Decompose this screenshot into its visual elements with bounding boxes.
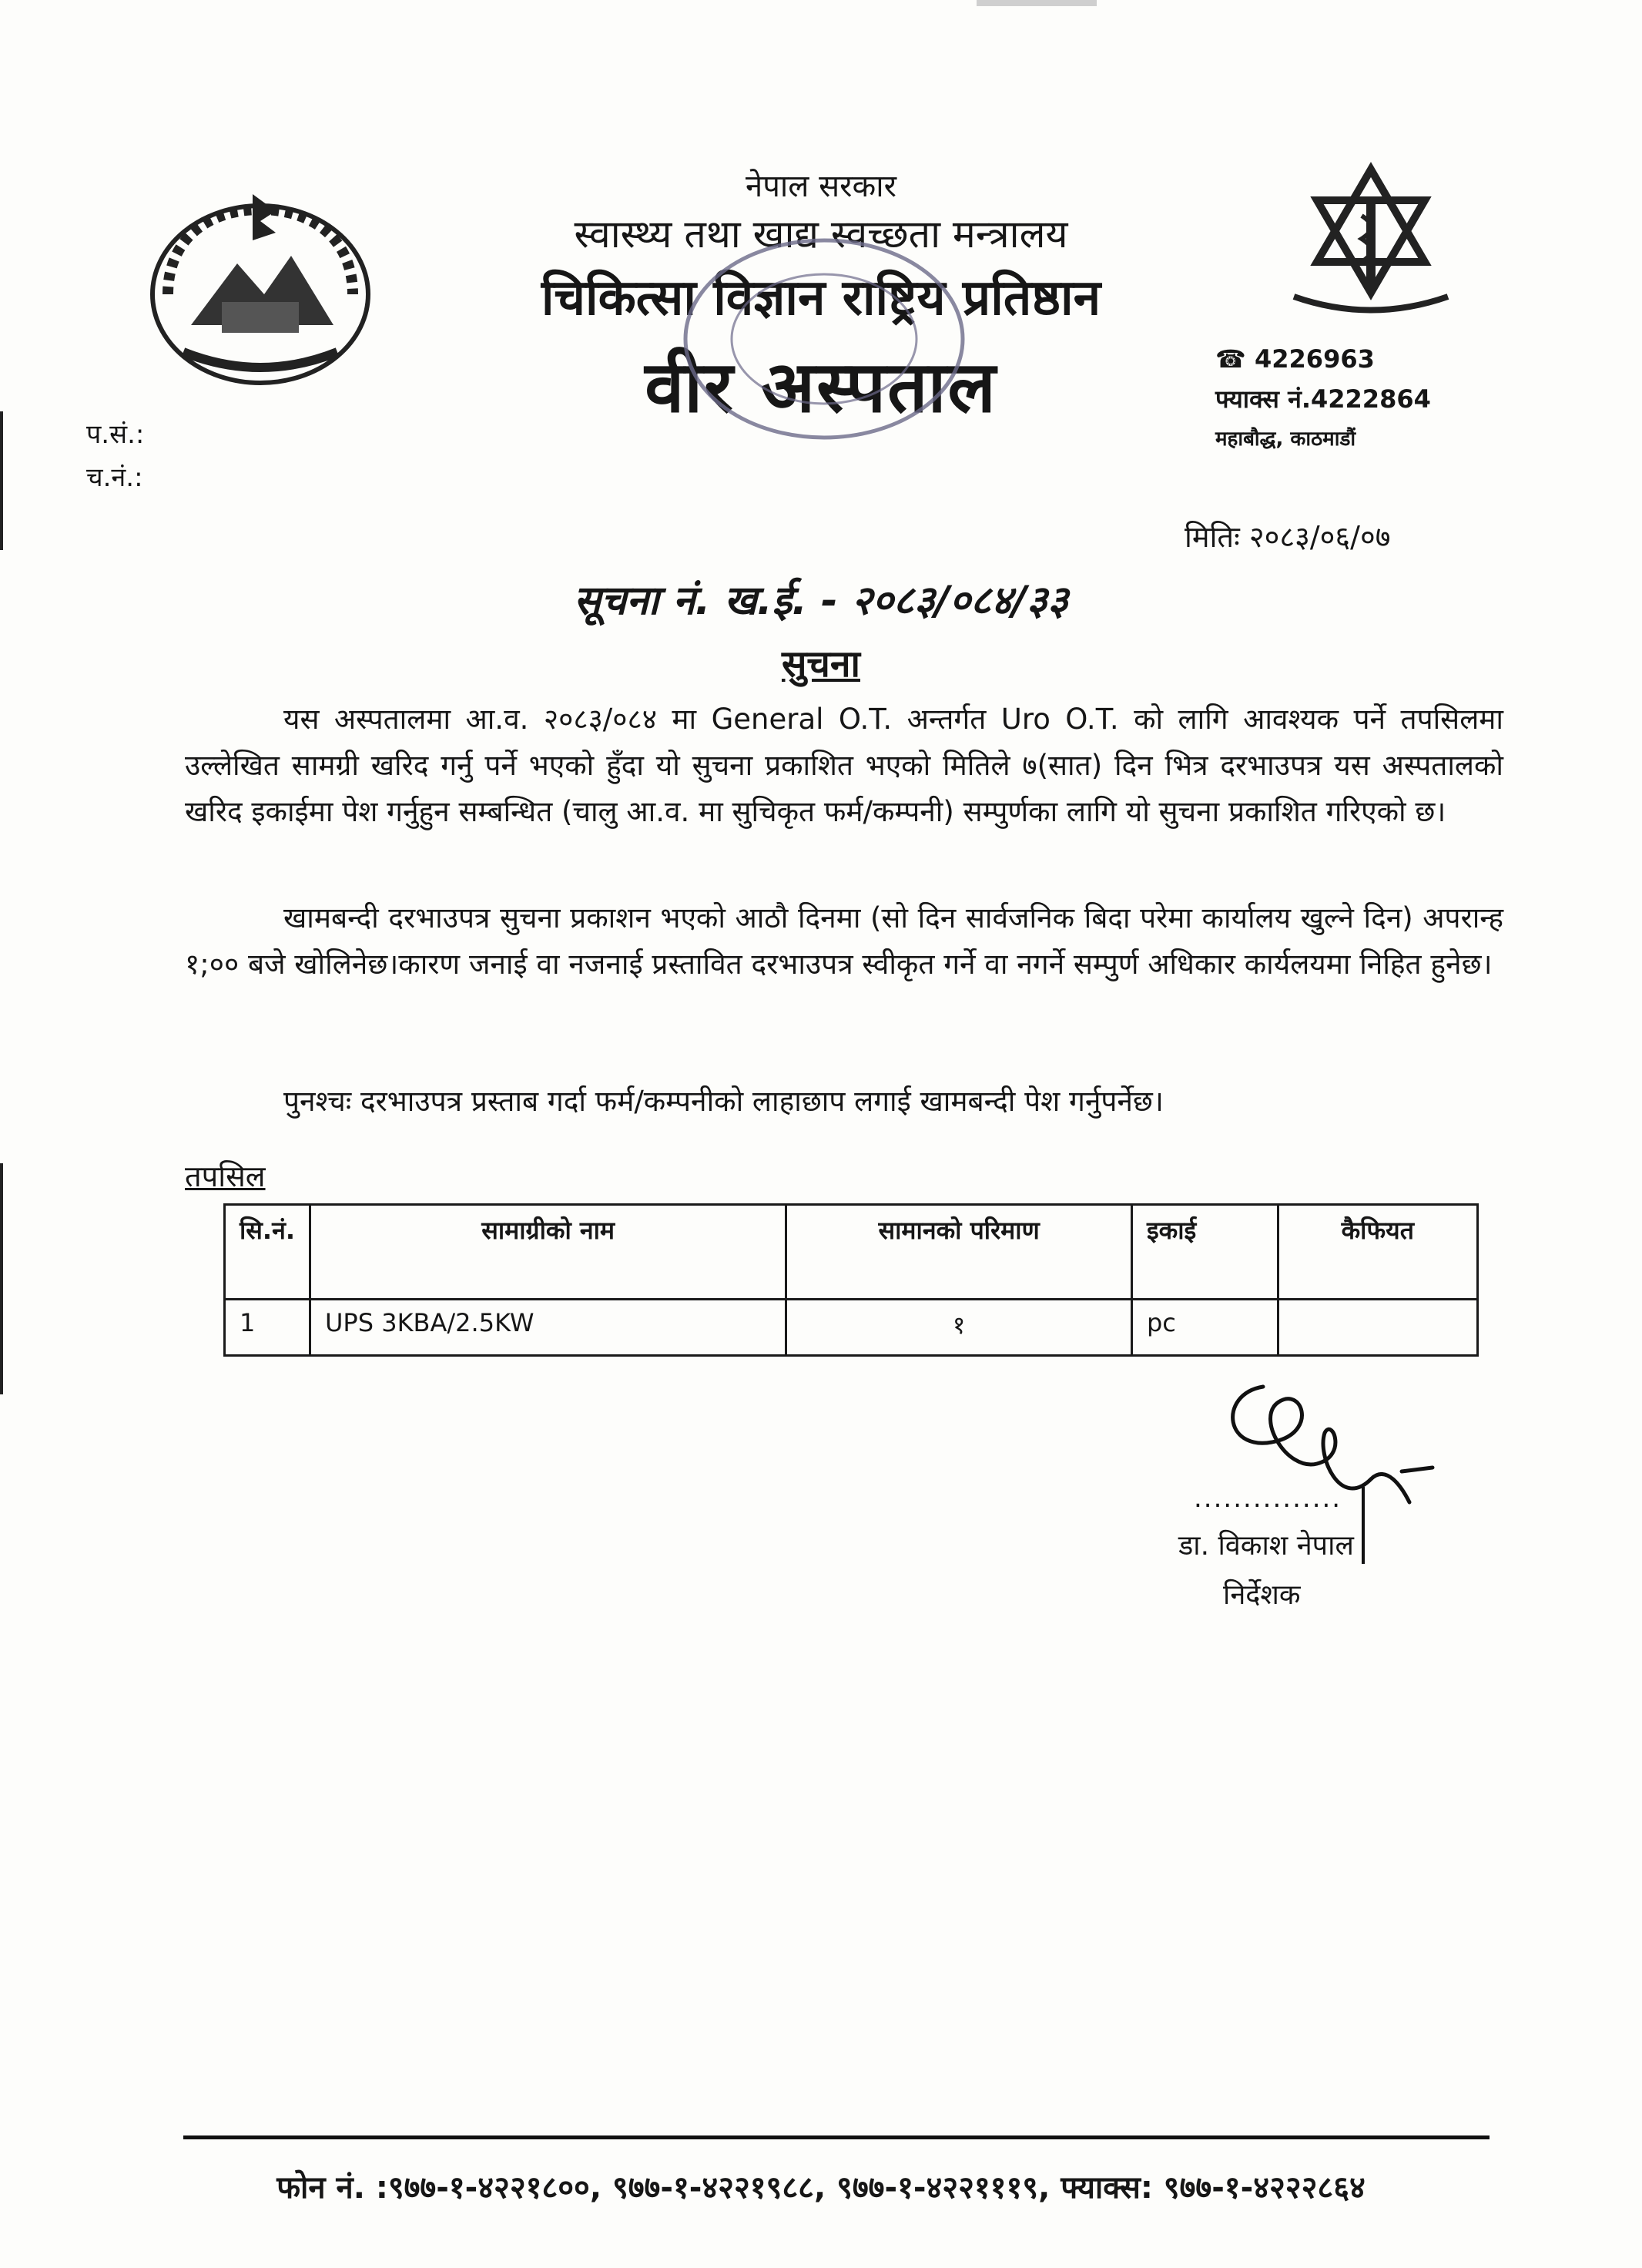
table-header-row bbox=[225, 1205, 1478, 1300]
signatory-title: निर्देशक bbox=[1223, 1579, 1301, 1611]
table-cell: pc bbox=[1131, 1300, 1278, 1356]
phone-number: 4226963 bbox=[1255, 344, 1375, 374]
scan-edge bbox=[0, 411, 3, 550]
date-line: मितिः २०८३/०६/०७ bbox=[1185, 520, 1391, 554]
academy-name: चिकित्सा विज्ञान राष्ट्रिय प्रतिष्ठान bbox=[541, 270, 1101, 327]
column-header: सामानको परिमाण bbox=[786, 1205, 1132, 1300]
address-line: महाबौद्ध, काठमाडौं bbox=[1215, 428, 1356, 451]
reference-block bbox=[86, 413, 144, 499]
column-header: इकाई bbox=[1131, 1205, 1278, 1300]
notice-paragraph: खामबन्दी दरभाउपत्र सुचना प्रकाशन भएको आठौ दिनमा (सो दिन सार्वजनिक बिदा परेमा कार्यालय खुल्ने दिन) अपरान्ह १;०० बजे खोलिनेछ।कारण जनाई वा नजनाई प्रस्तावित दरभाउपत्र स्वीकृत गर्ने वा नगर्ने सम्पुर्ण अधिकार कार्यलयमा निहित हुनेछ। bbox=[185, 901, 1503, 981]
phone-line bbox=[1215, 339, 1431, 379]
postscript-paragraph: पुनश्चः दरभाउपत्र प्रस्ताब गर्दा फर्म/कम्पनीको लाहाछाप लगाई खामबन्दी पेश गर्नुपर्नेछ। bbox=[283, 1085, 1164, 1118]
scan-mark bbox=[977, 0, 1097, 6]
notice-title bbox=[0, 638, 1642, 688]
notice-number: सूचना नं. ख.ई. - २०८३/०८४/३३ bbox=[573, 578, 1069, 624]
table-row bbox=[225, 1300, 1478, 1356]
office-stamp-icon bbox=[678, 231, 970, 447]
table-cell: UPS 3KBA/2.5KW bbox=[310, 1300, 786, 1356]
footer-divider bbox=[183, 2135, 1490, 2139]
notice-paragraph: यस अस्पतालमा आ.व. २०८३/०८४ मा General O.T. अन्तर्गत Uro O.T. को लागि आवश्यक पर्ने तपसिलमा उल्लेखित सामग्री खरिद गर्नु पर्ने भएको हुँदा यो सुचना प्रकाशित भएको मितिले ७(सात) दिन भित्र दरभाउपत्र यस अस्पतालको खरिद इकाईमा पेश गर्नुहुन सम्बन्धित (चालु आ.व. मा सुचिकृत फर्म/कम्पनी) सम्पुर्णका लागि यो सुचना प्रकाशित गरिएको छ। bbox=[185, 703, 1503, 828]
phone-icon: ☎ bbox=[1215, 344, 1255, 374]
column-header: सि.नं. bbox=[225, 1205, 310, 1300]
letter-number-label: प.सं.: bbox=[86, 419, 145, 450]
table-cell: १ bbox=[786, 1300, 1132, 1356]
table-caption: तपसिल bbox=[185, 1159, 266, 1193]
column-header: कैफियत bbox=[1278, 1205, 1477, 1300]
govt-name: नेपाल सरकार bbox=[746, 169, 896, 204]
hospital-name: वीर अस्पताल bbox=[645, 346, 997, 428]
dispatch-number-label: च.नं.: bbox=[86, 462, 143, 493]
items-table bbox=[223, 1203, 1479, 1357]
table-cell bbox=[1278, 1300, 1477, 1356]
notice-title-text: सुचना bbox=[781, 642, 860, 686]
table-cell: 1 bbox=[225, 1300, 310, 1356]
scan-edge bbox=[0, 1163, 3, 1394]
signatory-name: डा. विकाश नेपाल bbox=[1178, 1530, 1354, 1562]
ministry-name: स्वास्थ्य तथा खाद्य स्वच्छता मन्त्रालय bbox=[574, 212, 1068, 257]
contact-block bbox=[1215, 339, 1431, 459]
column-header: सामाग्रीको नाम bbox=[310, 1205, 786, 1300]
signature-dots: ............... bbox=[1194, 1483, 1342, 1514]
fax-line: फ्याक्स नं.4222864 bbox=[1215, 384, 1431, 414]
footer-contacts: फोन नं. :९७७-१-४२२१८००, ९७७-१-४२२१९८८, ९७७-१-४२२१११९, फ्याक्स: ९७७-१-४२२२८६४ bbox=[276, 2170, 1366, 2206]
